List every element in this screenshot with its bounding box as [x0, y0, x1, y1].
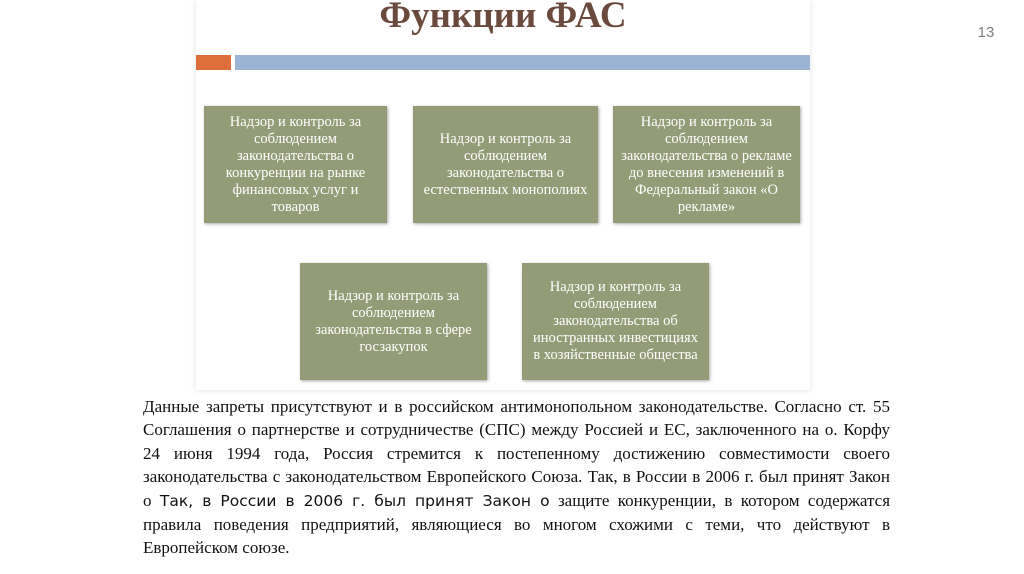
function-box-procurement [300, 263, 487, 380]
function-box-text: Надзор и контроль за соблюдением законодательства о рекламе до внесения изменений в Федеральный закон «О рекламе» [621, 113, 792, 215]
page-number: 13 [977, 24, 995, 41]
accent-bar-blue [235, 55, 810, 70]
function-box-natural-monopolies [413, 106, 598, 223]
function-box-financial-markets [204, 106, 387, 223]
function-box-text: Надзор и контроль за соблюдением законодательства о естественных монополиях [423, 130, 588, 198]
paragraph-part-2: Так, в России в 2006 г. был принят Закон о [159, 491, 550, 510]
body-paragraph [143, 395, 890, 560]
accent-bar-orange [196, 55, 231, 70]
paragraph-part-3: защите конкуренции, в котором содержатся правила поведения предприятий, являющиеся во многом схожими с теми, что действуют в Европейском союзе. [143, 490, 891, 558]
function-box-text: Надзор и контроль за соблюдением законодательства о конкуренции на рынке финансовых услуг и товаров [225, 113, 366, 215]
function-box-advertising [613, 106, 800, 223]
function-box-text: Надзор и контроль за соблюдением законодательства об иностранных инвестициях в хозяйственные общества [533, 279, 698, 363]
function-box-text: Надзор и контроль за соблюдением законодательства в сфере госзакупок [315, 287, 472, 355]
function-box-foreign-investment [522, 263, 709, 380]
paragraph-part-1: Данные запреты присутствуют и в российском антимонопольном законодательстве. Согласно ст. 55 Соглашения о партнерстве и сотрудничестве (СПС) между Россией и ЕС, заключенного на о. Корфу 24 июня 1994 года, Россия стремится к постепенному достижению совместимости своего законодательства с законодательством Европейского Союза. Так, в России в 2006 г. был принят Закон о [143, 397, 890, 510]
slide-title: Функции ФАС [379, 0, 627, 36]
